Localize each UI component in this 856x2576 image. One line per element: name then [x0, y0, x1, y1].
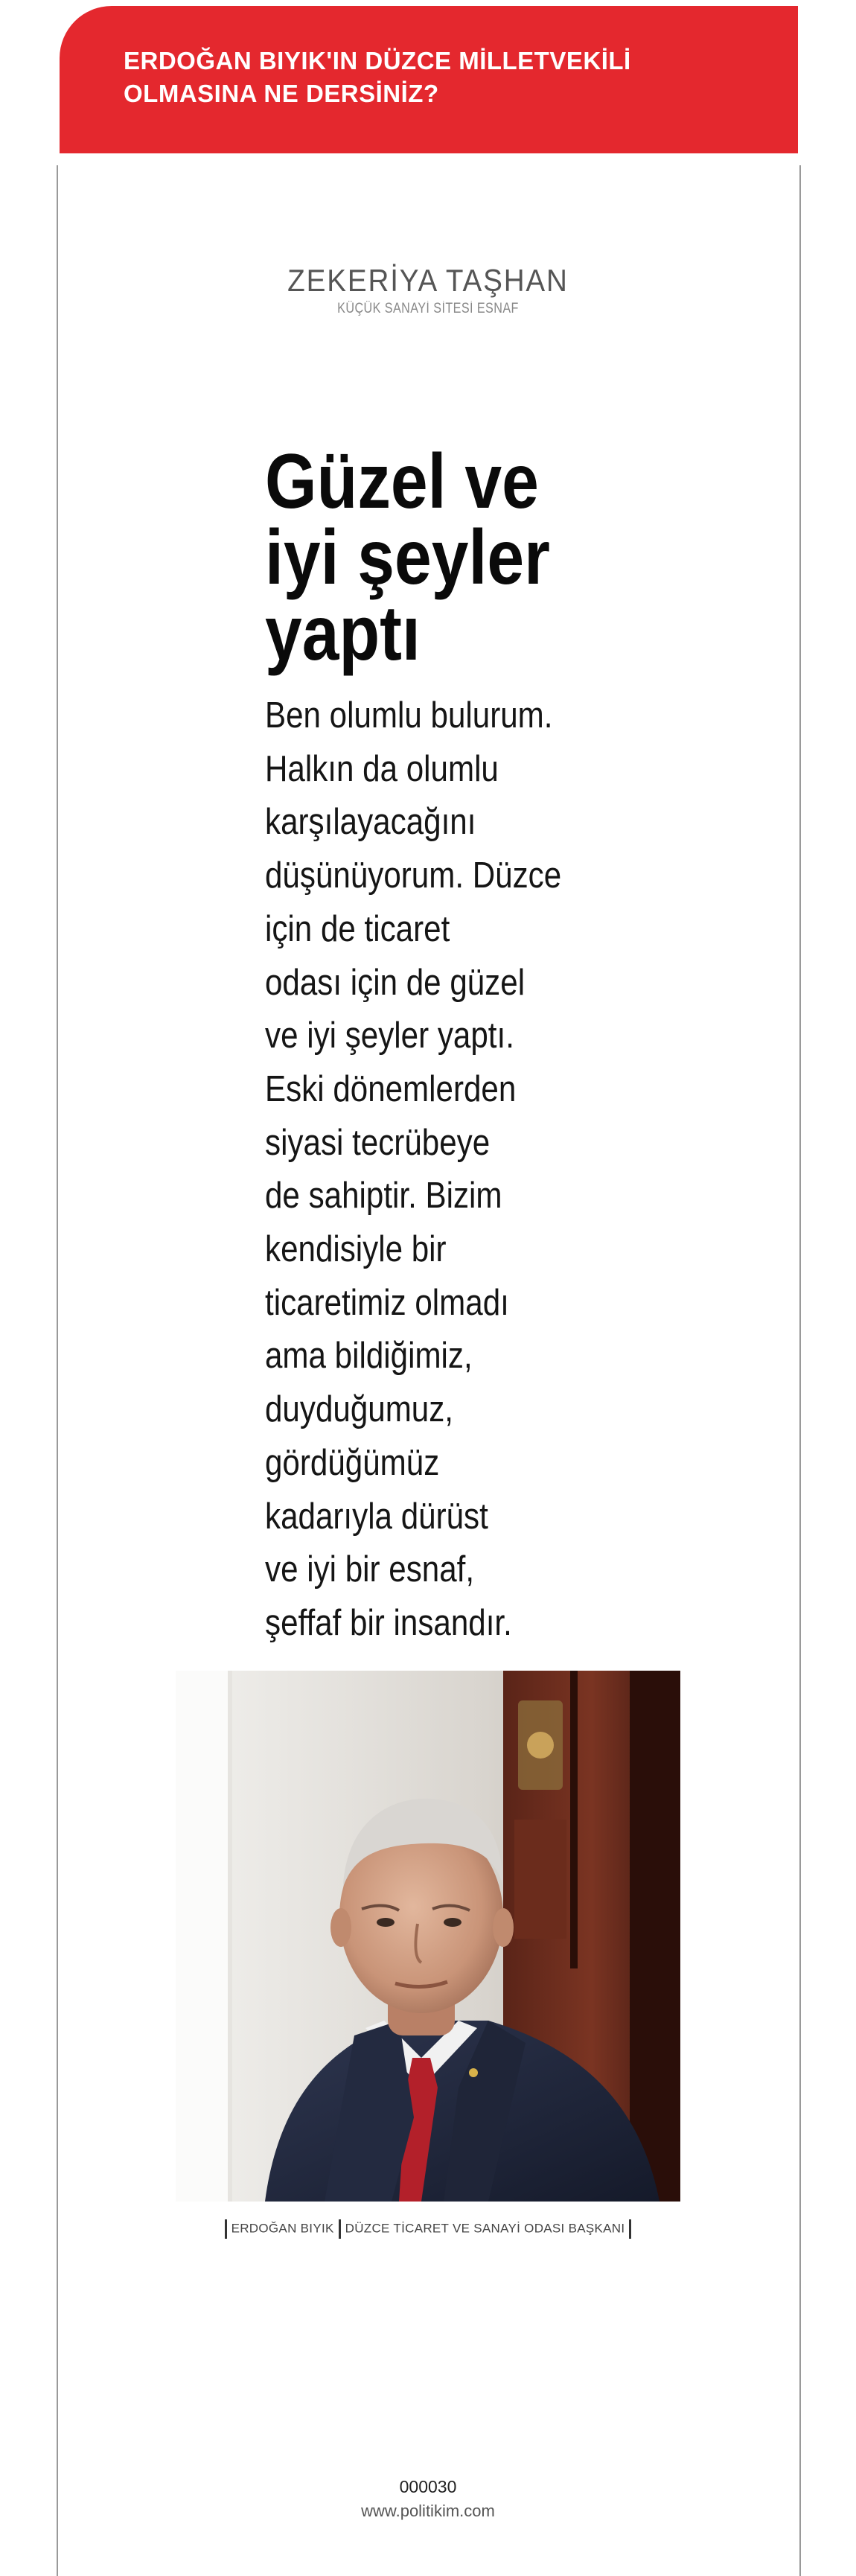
frame-line-right — [799, 165, 801, 2576]
caption-divider — [629, 2219, 631, 2239]
frame-line-left — [57, 165, 58, 2576]
page-footer — [0, 2475, 856, 2524]
article-headline: Güzel ve iyi şeyler yaptı — [265, 439, 550, 677]
caption-divider — [339, 2219, 341, 2239]
respondent-name: ZEKERİYA TAŞHAN — [287, 263, 569, 298]
caption-name: ERDOĞAN BIYIK — [231, 2221, 334, 2236]
article-body: Ben olumlu bulurum. Halkın da olumlu karşılayacağını düşünüyorum. Düzce için de ticaret odası için de güzel ve iyi şeyler yaptı. Eski dönemlerden siyasi tecrübeye de sahiptir. Bizim kendisiyle bir ticaretimiz olmadı ama bildiğimiz, duyduğumuz, gördüğümüz kadarıyla dürüst ve iyi bir esnaf, şeffaf bir insandır. — [265, 695, 562, 1643]
portrait-photo — [176, 1671, 680, 2202]
header-banner — [60, 6, 798, 153]
caption-divider — [225, 2219, 227, 2239]
page-number: 000030 — [399, 2477, 457, 2496]
respondent-role: KÜÇÜK SANAYİ SİTESİ ESNAF — [337, 301, 519, 316]
site-url[interactable]: www.politikim.com — [361, 2502, 495, 2520]
header-title: ERDOĞAN BIYIK'IN DÜZCE MİLLETVEKİLİ OLMASINA NE DERSİNİZ? — [124, 47, 631, 107]
caption-title: DÜZCE TİCARET VE SANAYİ ODASI BAŞKANI — [345, 2221, 625, 2236]
respondent-block — [0, 262, 856, 317]
photo-caption — [0, 2217, 856, 2240]
